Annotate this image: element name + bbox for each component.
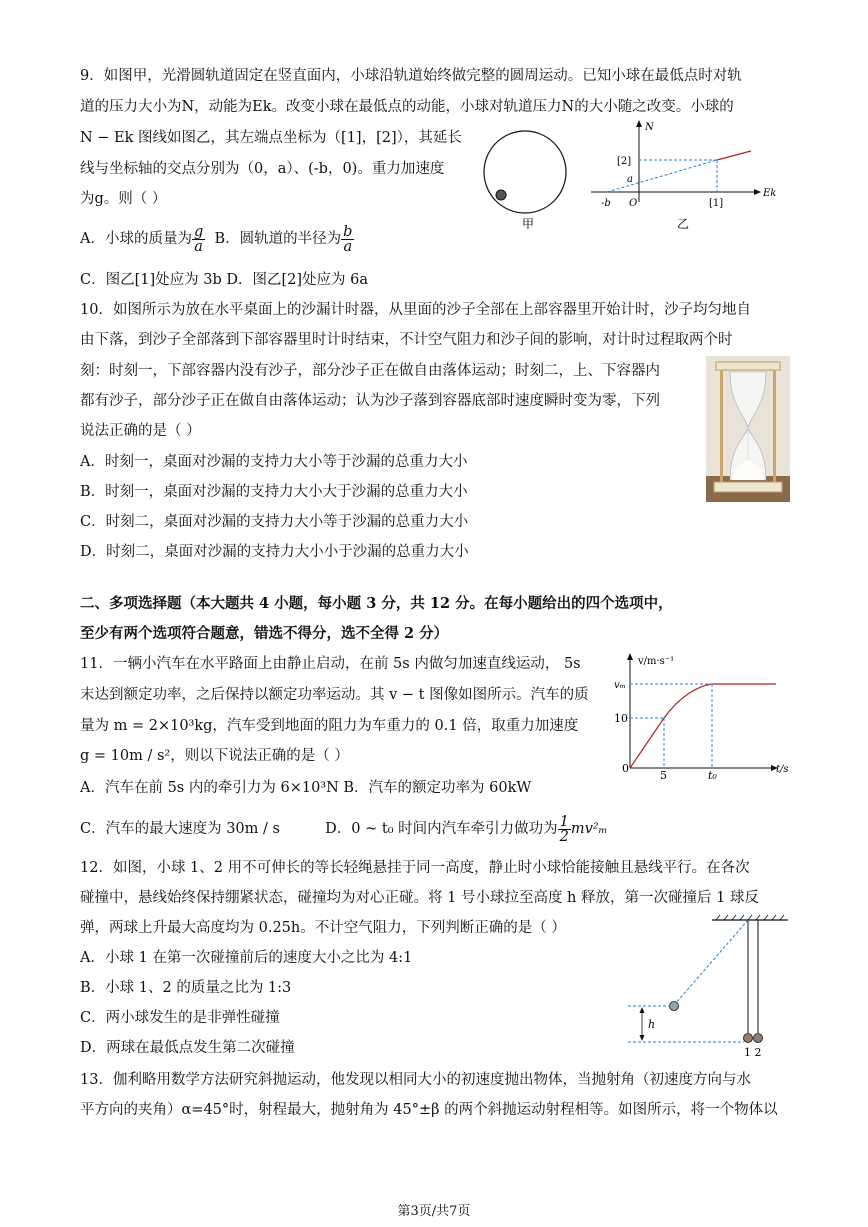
q9-figure-yi [585, 116, 785, 234]
q10-line-4: 都有沙子，部分沙子正在做自由落体运动；认为沙子落到容器底部时速度瞬时变为零，下列 [80, 393, 660, 409]
q12-line-3: 弹，两球上升最大高度均为 0.25h。不计空气阻力，下列判断正确的是（ ） [80, 920, 566, 936]
q10-line-3: 刻：时刻一，下部容器内没有沙子，部分沙子正在做自由落体运动；时刻二，上、下容器内 [80, 363, 660, 379]
ceiling-hatch [716, 915, 784, 920]
q9-option-a: A．小球的质量为 [80, 231, 192, 247]
q9-line-1: 9．如图甲，光滑圆轨道固定在竖直面内，小球沿轨道始终做完整的圆周运动。已知小球在最低点时对轨 [80, 68, 742, 84]
h-label: h [648, 1018, 656, 1031]
vt-10-label: 10 [614, 712, 628, 725]
tick-origin: O [629, 198, 638, 209]
q9-option-b-fraction [341, 225, 354, 254]
n-ek-line [717, 151, 751, 160]
q9-b-numerator: b [343, 223, 353, 240]
q11-line-4: g = 10m / s²，则以下说法正确的是（ ） [80, 748, 349, 764]
q10-option-c: C．时刻二，桌面对沙漏的支持力大小等于沙漏的总重力大小 [80, 514, 469, 530]
q11-option-ab: A．汽车在前 5s 内的牵引力为 6×10³N B．汽车的额定功率为 60kW [80, 780, 532, 796]
q10-option-b: B．时刻一，桌面对沙漏的支持力大小大于沙漏的总重力大小 [80, 484, 468, 500]
q11-d-post: mv²ₘ [570, 821, 608, 837]
q9-b-denominator: a [343, 238, 353, 255]
q11-d-denominator: 2 [559, 828, 569, 845]
fig-yi-label: 乙 [677, 217, 690, 231]
q11-option-cd [80, 812, 608, 846]
q9-figure-jia [480, 122, 580, 234]
ball [496, 190, 506, 200]
y-axis-arrow [636, 120, 642, 127]
ball-1 [744, 1034, 753, 1043]
q12-option-c: C．两小球发生的是非弹性碰撞 [80, 1010, 280, 1026]
q11-option-c: C．汽车的最大速度为 30m / s [80, 821, 280, 837]
fig-jia-label: 甲 [522, 217, 535, 231]
q11-option-d: D．0 ~ t₀ 时间内汽车牵引力做功为 [325, 821, 558, 837]
vt-5-label: 5 [660, 769, 667, 780]
q9-line-4: 线与坐标轴的交点分别为（0，a）、(-b，0)。重力加速度 [80, 161, 445, 177]
raised-string [675, 920, 748, 1004]
q11-line-3: 量为 m = 2×10³kg，汽车受到地面的阻力为车重力的 0.1 倍，取重力加速度 [80, 718, 579, 734]
q9-a-numerator: g [193, 223, 204, 240]
section2-heading-1: 二、多项选择题（本大题共 4 小题，每小题 3 分，共 12 分。在每小题给出的四个选项中， [80, 595, 673, 612]
q9-option-ab [80, 222, 354, 256]
vt-t0-label: t₀ [708, 769, 717, 780]
q9-a-denominator: a [194, 238, 203, 255]
tick-2: [2] [617, 156, 632, 167]
section2-heading-2: 至少有两个选项符合题意，错选不得分，选不全得 2 分） [80, 625, 449, 642]
q11-vt-graph [610, 648, 800, 780]
q10-option-d: D．时刻二，桌面对沙漏的支持力大小小于沙漏的总重力大小 [80, 544, 469, 560]
ball-2 [754, 1034, 763, 1043]
vt-y-axis-arrow [627, 653, 633, 660]
vt-x-label: t/s [776, 764, 789, 775]
q10-option-a: A．时刻一，桌面对沙漏的支持力大小等于沙漏的总重力大小 [80, 454, 468, 470]
q12-option-a: A．小球 1 在第一次碰撞前后的速度大小之比为 4:1 [80, 950, 413, 966]
q13-line-1: 13．伽利略用数学方法研究斜抛运动，他发现以相同大小的初速度抛出物体，当抛射角（初速度方向与水 [80, 1072, 751, 1088]
q9-line-5: 为g。则（ ） [80, 191, 167, 207]
q9-line-2: 道的压力大小为N，动能为Ek。改变小球在最低点的动能，小球对轨道压力N的大小随之改变。小球的 [80, 99, 734, 115]
vt-0-label: 0 [622, 762, 629, 775]
q11-d-fraction [558, 815, 571, 844]
ball-labels: 1 2 [744, 1046, 762, 1059]
q12-line-1: 12．如图，小球 1、2 用不可伸长的等长轻绳悬挂于同一高度，静止时小球恰能接触且悬线平行。在各次 [80, 860, 750, 876]
q11-line-1: 11．一辆小汽车在水平路面上由静止启动，在前 5s 内做匀加速直线运动， 5s [80, 656, 581, 672]
q9-line-3: N − Ek 图线如图乙，其左端点坐标为（[1]，[2]），其延长 [80, 130, 462, 146]
q12-line-2: 碰撞中，悬线始终保持绷紧状态，碰撞均为对心正碰。将 1 号小球拉至高度 h 释放，第一次碰撞后 1 球反 [80, 890, 759, 906]
vt-y-label: v/m·s⁻¹ [638, 656, 675, 667]
q10-line-5: 说法正确的是（ ） [80, 423, 201, 439]
q9-option-b: B．圆轨道的半径为 [214, 231, 342, 247]
tick-1: [1] [709, 198, 724, 209]
circular-track [484, 131, 566, 213]
q9-option-cd: C．图乙[1]处应为 3b D．图乙[2]处应为 6a [80, 272, 369, 288]
ball-1-raised [670, 1002, 679, 1011]
vt-vm-label: vₘ [614, 680, 626, 691]
q9-option-a-fraction [192, 225, 205, 254]
q12-pendulum-figure [620, 914, 790, 1060]
vt-curve [630, 684, 776, 768]
hourglass-photo [706, 356, 790, 502]
q13-line-2: 平方向的夹角）α=45°时，射程最大，抛射角为 45°±β 的两个斜抛运动射程相等。如图所示，将一个物体以 [80, 1102, 778, 1118]
q11-line-2: 末达到额定功率，之后保持以额定功率运动。其 v − t 图像如图所示。汽车的质 [80, 687, 589, 703]
page-number: 第3页/共7页 [397, 1204, 471, 1219]
q12-option-d: D．两球在最低点发生第二次碰撞 [80, 1040, 295, 1056]
tick-minus-b: -b [601, 198, 611, 209]
q10-line-2: 由下落，到沙子全部落到下部容器里时计时结束，不计空气阻力和沙子间的影响，对计时过程取两个时 [80, 332, 733, 348]
tick-a: a [627, 174, 633, 185]
axis-ek-label: Ek [763, 188, 777, 199]
axis-n-label: N [645, 122, 654, 133]
q11-d-numerator: 1 [559, 813, 569, 830]
q10-line-1: 10．如图所示为放在水平桌面上的沙漏计时器，从里面的沙子全部在上部容器里开始计时，沙子均匀地自 [80, 302, 751, 318]
x-axis-arrow [754, 189, 761, 195]
q12-option-b: B．小球 1、2 的质量之比为 1:3 [80, 980, 292, 996]
